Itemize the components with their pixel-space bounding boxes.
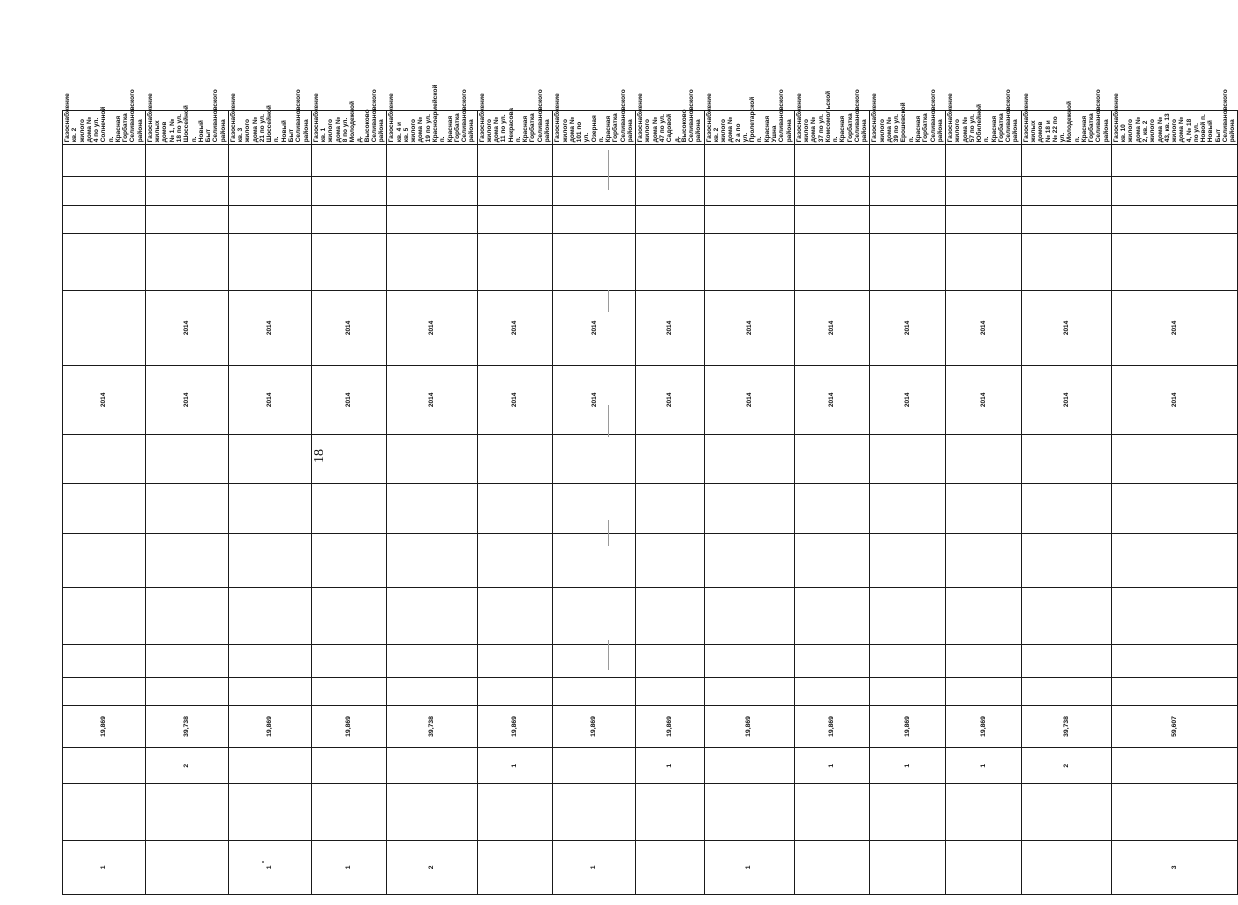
count-a-cell <box>553 748 636 784</box>
year-end-cell: 2014 <box>636 365 704 434</box>
empty-cell <box>1021 645 1111 677</box>
table-row <box>1021 111 1111 895</box>
empty-cell <box>870 177 946 205</box>
empty-cell <box>704 645 794 677</box>
empty-cell <box>1021 205 1111 233</box>
empty-cell <box>946 645 1022 677</box>
year-start-cell: 2014 <box>1021 291 1111 365</box>
object-name-cell: Газоснабжение жилого дома № 39 по ул. Ерошевской п. Красная Горбатка Селивановского района <box>870 111 946 145</box>
amount-cell: 19,869 <box>63 705 146 747</box>
count-a-cell <box>63 748 146 784</box>
table-row <box>228 111 311 895</box>
empty-cell <box>1021 588 1111 645</box>
empty-cell <box>477 177 553 205</box>
empty-cell <box>794 784 870 840</box>
empty-cell <box>63 145 146 177</box>
year-end-cell: 2014 <box>794 365 870 434</box>
empty-cell <box>477 484 553 533</box>
empty-cell <box>63 533 146 587</box>
empty-cell <box>145 145 228 177</box>
empty-cell <box>63 177 146 205</box>
empty-cell <box>311 784 387 840</box>
year-start-cell: 2014 <box>228 291 311 365</box>
amount-cell: 19,869 <box>946 705 1022 747</box>
empty-cell <box>1111 533 1238 587</box>
empty-cell <box>946 233 1022 290</box>
count-b-cell: 2 <box>387 840 477 894</box>
empty-cell <box>946 177 1022 205</box>
count-a-cell <box>228 748 311 784</box>
table-row <box>794 111 870 895</box>
empty-cell <box>870 205 946 233</box>
table-row <box>1111 111 1238 895</box>
count-b-cell <box>1021 840 1111 894</box>
empty-cell <box>1021 484 1111 533</box>
empty-cell <box>387 145 477 177</box>
empty-cell <box>553 205 636 233</box>
year-start-cell: 2014 <box>311 291 387 365</box>
count-b-cell: 1 <box>311 840 387 894</box>
empty-cell <box>1111 177 1238 205</box>
empty-cell <box>387 233 477 290</box>
year-end-cell: 2014 <box>477 365 553 434</box>
empty-cell <box>1111 588 1238 645</box>
year-start-cell: 2014 <box>477 291 553 365</box>
empty-cell <box>387 784 477 840</box>
empty-cell <box>228 588 311 645</box>
year-start-cell: 2014 <box>387 291 477 365</box>
count-b-cell <box>145 840 228 894</box>
empty-cell <box>704 784 794 840</box>
count-b-cell: 1 <box>63 840 146 894</box>
empty-cell <box>946 435 1022 484</box>
table-row <box>704 111 794 895</box>
empty-cell <box>1021 145 1111 177</box>
count-a-cell: 1 <box>870 748 946 784</box>
empty-cell <box>704 677 794 705</box>
empty-cell <box>636 645 704 677</box>
year-start-cell: 2014 <box>145 291 228 365</box>
empty-cell <box>63 435 146 484</box>
empty-cell <box>311 233 387 290</box>
empty-cell <box>145 645 228 677</box>
object-name-cell: Газоснабжение жилого дома № 101 по ул. Озерная п. Красная Горбатка Селивановского района <box>553 111 636 145</box>
empty-cell <box>946 533 1022 587</box>
object-name-cell: Газоснабжение кв. 4 и кв. 5 жилого дома № 19 по ул. Красноармейской п. Красная Горбатка Селивановского района <box>387 111 477 145</box>
count-b-cell <box>870 840 946 894</box>
empty-cell <box>636 484 704 533</box>
amount-cell: 19,869 <box>704 705 794 747</box>
empty-cell <box>704 588 794 645</box>
amount-cell: 39,738 <box>145 705 228 747</box>
count-a-cell: 1 <box>946 748 1022 784</box>
empty-cell <box>387 435 477 484</box>
year-end-cell: 2014 <box>1111 365 1238 434</box>
empty-cell <box>636 205 704 233</box>
empty-cell <box>946 588 1022 645</box>
empty-cell <box>1111 784 1238 840</box>
object-name-cell: Газоснабжение кв. 2 жилого дома № 4 по ул. Солнечной п. Красная Горбатка Селивановского района <box>63 111 146 145</box>
table-row <box>553 111 636 895</box>
empty-cell <box>145 784 228 840</box>
table-row <box>63 111 146 895</box>
table-row <box>387 111 477 895</box>
count-a-cell <box>311 748 387 784</box>
year-start-cell: 2014 <box>1111 291 1238 365</box>
count-a-cell: 1 <box>477 748 553 784</box>
empty-cell <box>311 435 387 484</box>
empty-cell <box>794 435 870 484</box>
count-b-cell: 1 <box>553 840 636 894</box>
count-a-cell: 2 <box>1021 748 1111 784</box>
empty-cell <box>870 435 946 484</box>
year-end-cell: 2014 <box>553 365 636 434</box>
year-start-cell: 2014 <box>794 291 870 365</box>
year-start-cell <box>63 291 146 365</box>
empty-cell <box>870 233 946 290</box>
empty-cell <box>1111 677 1238 705</box>
empty-cell <box>636 435 704 484</box>
empty-cell <box>387 205 477 233</box>
year-start-cell: 2014 <box>946 291 1022 365</box>
empty-cell <box>794 205 870 233</box>
table-row <box>636 111 704 895</box>
empty-cell <box>1111 145 1238 177</box>
empty-cell <box>870 784 946 840</box>
year-end-cell: 2014 <box>1021 365 1111 434</box>
year-end-cell: 2014 <box>228 365 311 434</box>
amount-cell: 19,869 <box>636 705 704 747</box>
empty-cell <box>870 484 946 533</box>
empty-cell <box>63 645 146 677</box>
empty-cell <box>228 484 311 533</box>
amount-cell: 19,869 <box>477 705 553 747</box>
empty-cell <box>228 784 311 840</box>
empty-cell <box>794 645 870 677</box>
empty-cell <box>794 484 870 533</box>
empty-cell <box>228 177 311 205</box>
empty-cell <box>553 588 636 645</box>
empty-cell <box>553 784 636 840</box>
table-row <box>870 111 946 895</box>
empty-cell <box>704 533 794 587</box>
empty-cell <box>387 645 477 677</box>
empty-cell <box>704 233 794 290</box>
count-b-cell <box>636 840 704 894</box>
empty-cell <box>228 233 311 290</box>
empty-cell <box>636 588 704 645</box>
amount-cell: 19,869 <box>228 705 311 747</box>
empty-cell <box>63 588 146 645</box>
empty-cell <box>145 588 228 645</box>
empty-cell <box>794 233 870 290</box>
empty-cell <box>311 205 387 233</box>
empty-cell <box>477 588 553 645</box>
empty-cell <box>228 645 311 677</box>
amount-cell: 19,869 <box>870 705 946 747</box>
object-name-cell: Газоснабжение жилых домов № 1, № 18 по ул. Шоссейной п. Новый Быт Селивановского района <box>145 111 228 145</box>
amount-cell: 19,869 <box>311 705 387 747</box>
empty-cell <box>870 645 946 677</box>
object-name-cell: Газоснабжение кв. 1 жилого дома № 8 по ул. Молодежной д. Высоково Селивановского района <box>311 111 387 145</box>
empty-cell <box>1111 233 1238 290</box>
year-start-cell: 2014 <box>704 291 794 365</box>
empty-cell <box>794 533 870 587</box>
amount-cell: 19,869 <box>794 705 870 747</box>
year-end-cell: 2014 <box>704 365 794 434</box>
empty-cell <box>63 233 146 290</box>
empty-cell <box>311 484 387 533</box>
empty-cell <box>636 233 704 290</box>
empty-cell <box>704 205 794 233</box>
object-name-cell: Газоснабжение жилого дома № 11 по ул. Некрасова п. Красная Горбатка Селивановского района <box>477 111 553 145</box>
empty-cell <box>553 533 636 587</box>
year-end-cell: 2014 <box>387 365 477 434</box>
empty-cell <box>63 784 146 840</box>
empty-cell <box>228 145 311 177</box>
object-name-cell: Газоснабжение жилого дома № 57 по ул. Юбилейной п. Красная Горбатка Селивановского района <box>946 111 1022 145</box>
empty-cell <box>553 645 636 677</box>
year-start-cell: 2014 <box>870 291 946 365</box>
empty-cell <box>477 645 553 677</box>
empty-cell <box>704 177 794 205</box>
empty-cell <box>477 533 553 587</box>
empty-cell <box>636 533 704 587</box>
year-end-cell: 2014 <box>63 365 146 434</box>
empty-cell <box>1021 533 1111 587</box>
empty-cell <box>477 784 553 840</box>
year-end-cell: 2014 <box>946 365 1022 434</box>
empty-cell <box>794 588 870 645</box>
empty-cell <box>553 233 636 290</box>
empty-cell <box>145 435 228 484</box>
table-row <box>145 111 228 895</box>
empty-cell <box>228 677 311 705</box>
empty-cell <box>145 677 228 705</box>
empty-cell <box>946 484 1022 533</box>
empty-cell <box>477 145 553 177</box>
year-end-cell: 2014 <box>870 365 946 434</box>
empty-cell <box>1021 233 1111 290</box>
empty-cell <box>1021 177 1111 205</box>
object-name-cell: Газоснабжение жилого дома № 37 по ул. Комсомольской п. Красная Горбатка Селивановского района <box>794 111 870 145</box>
empty-cell <box>704 145 794 177</box>
empty-cell <box>553 484 636 533</box>
empty-cell <box>704 484 794 533</box>
amount-cell: 39,738 <box>387 705 477 747</box>
empty-cell <box>636 677 704 705</box>
empty-cell <box>311 677 387 705</box>
empty-cell <box>145 205 228 233</box>
empty-cell <box>387 177 477 205</box>
page-number: 18 <box>312 449 327 463</box>
count-b-cell <box>946 840 1022 894</box>
empty-cell <box>553 145 636 177</box>
count-a-cell: 1 <box>636 748 704 784</box>
objects-table <box>62 84 1238 895</box>
empty-cell <box>794 177 870 205</box>
empty-cell <box>145 484 228 533</box>
empty-cell <box>1111 645 1238 677</box>
empty-cell <box>477 677 553 705</box>
empty-cell <box>311 177 387 205</box>
empty-cell <box>636 784 704 840</box>
empty-cell <box>63 205 146 233</box>
empty-cell <box>228 435 311 484</box>
empty-cell <box>946 784 1022 840</box>
empty-cell <box>946 677 1022 705</box>
empty-cell <box>387 484 477 533</box>
amount-cell: 59,607 <box>1111 705 1238 747</box>
empty-cell <box>1111 435 1238 484</box>
count-b-cell: 1 <box>704 840 794 894</box>
empty-cell <box>145 177 228 205</box>
empty-cell <box>553 677 636 705</box>
empty-cell <box>387 533 477 587</box>
empty-cell <box>636 177 704 205</box>
count-a-cell <box>704 748 794 784</box>
empty-cell <box>63 677 146 705</box>
empty-cell <box>311 533 387 587</box>
object-name-cell: Газоснабжение жилых домов № 18 и № 22 по ул. Молодежной п. Красная Горбатка Селивановского района <box>1021 111 1111 145</box>
empty-cell <box>311 588 387 645</box>
count-a-cell <box>1111 748 1238 784</box>
empty-cell <box>1111 484 1238 533</box>
table-row <box>477 111 553 895</box>
count-a-cell: 2 <box>145 748 228 784</box>
empty-cell <box>553 435 636 484</box>
year-end-cell: 2014 <box>311 365 387 434</box>
rotated-table-container <box>62 84 1237 895</box>
empty-cell <box>311 145 387 177</box>
object-name-cell: Газоснабжение жилого дома № 47 по ул. Садовой д. Высоково Селивановского района <box>636 111 704 145</box>
count-a-cell <box>387 748 477 784</box>
empty-cell <box>228 205 311 233</box>
empty-cell <box>1021 435 1111 484</box>
empty-cell <box>794 145 870 177</box>
empty-cell <box>228 533 311 587</box>
empty-cell <box>145 233 228 290</box>
count-b-cell <box>477 840 553 894</box>
empty-cell <box>946 205 1022 233</box>
empty-cell <box>870 533 946 587</box>
count-b-cell: 1 <box>228 840 311 894</box>
empty-cell <box>704 435 794 484</box>
table-row <box>311 111 387 895</box>
empty-cell <box>553 177 636 205</box>
empty-cell <box>870 588 946 645</box>
count-b-cell: 3 <box>1111 840 1238 894</box>
empty-cell <box>477 435 553 484</box>
empty-cell <box>63 484 146 533</box>
empty-cell <box>387 588 477 645</box>
empty-cell <box>311 645 387 677</box>
empty-cell <box>477 205 553 233</box>
empty-cell <box>477 233 553 290</box>
empty-cell <box>636 145 704 177</box>
empty-cell <box>1111 205 1238 233</box>
table-body <box>63 84 1238 895</box>
count-b-cell <box>794 840 870 894</box>
empty-cell <box>870 677 946 705</box>
empty-cell <box>946 145 1022 177</box>
object-name-cell: Газоснабжение кв. 10 жилого дома № 2, кв. 2 жилого дома № 43, кв. 13 жилого дома № 4, № 18 по ул. Новой п. Новый Быт Селивановского района <box>1111 111 1238 145</box>
amount-cell: 19,869 <box>553 705 636 747</box>
amount-cell: 39,738 <box>1021 705 1111 747</box>
table-row <box>946 111 1022 895</box>
object-name-cell: Газоснабжение кв. 3 жилого дома № 21 по ул. Шоссейной п. Новый Быт Селивановского района <box>228 111 311 145</box>
count-a-cell: 1 <box>794 748 870 784</box>
empty-cell <box>145 533 228 587</box>
empty-cell <box>387 677 477 705</box>
object-name-cell: Газоснабжение кв. 2 жилого дома № 2 а по ул. Пролетарской п. Красная Ушна Селивановского района <box>704 111 794 145</box>
empty-cell <box>1021 784 1111 840</box>
year-end-cell: 2014 <box>145 365 228 434</box>
year-start-cell: 2014 <box>636 291 704 365</box>
empty-cell <box>1021 677 1111 705</box>
empty-cell <box>870 145 946 177</box>
year-start-cell: 2014 <box>553 291 636 365</box>
scan-dot <box>262 861 264 863</box>
empty-cell <box>794 677 870 705</box>
